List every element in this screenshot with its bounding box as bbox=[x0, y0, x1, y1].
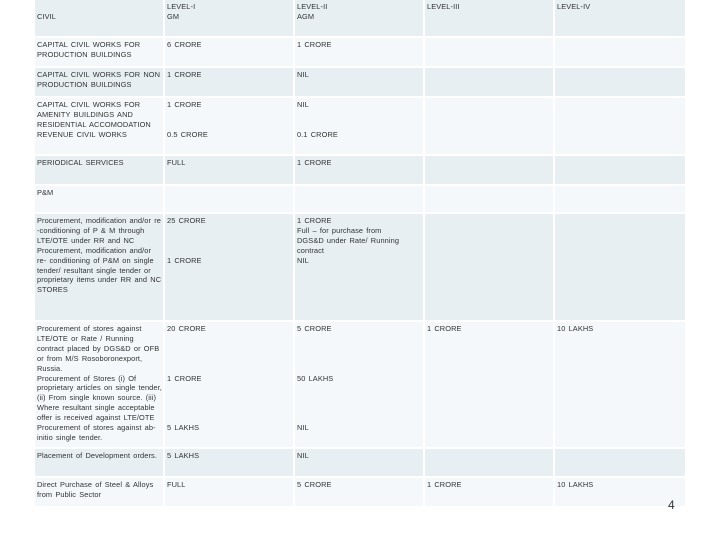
table-row bbox=[35, 322, 685, 449]
table-row bbox=[35, 478, 685, 508]
row-level-4-value bbox=[555, 38, 685, 66]
row-level-1-value: 1 CRORE 0.5 CRORE bbox=[165, 98, 295, 154]
row-level-3-value bbox=[425, 38, 555, 66]
row-level-3-value bbox=[425, 156, 555, 184]
section-heading-pm: P&M bbox=[35, 186, 165, 212]
row-description: Direct Purchase of Steel & Alloys from Public Sector bbox=[35, 478, 165, 506]
row-level-4-value bbox=[555, 186, 685, 212]
row-level-4-value: 10 LAKHS bbox=[557, 480, 594, 489]
delegation-table bbox=[35, 0, 685, 508]
row-level-2-value: NIL bbox=[295, 68, 425, 96]
table-row-section-heading bbox=[35, 186, 685, 214]
row-level-3-value bbox=[425, 68, 555, 96]
page-number: 4 bbox=[668, 498, 675, 512]
table-row bbox=[35, 38, 685, 68]
row-level-1-value bbox=[165, 186, 295, 212]
header-civil: CIVIL bbox=[35, 0, 165, 36]
row-level-1-value: 5 LAKHS bbox=[165, 449, 295, 476]
row-level-2-value: NIL 0.1 CRORE bbox=[295, 98, 425, 154]
row-description: CAPITAL CIVIL WORKS FOR NON PRODUCTION BUILDINGS bbox=[35, 68, 165, 96]
row-level-1-value: 6 CRORE bbox=[165, 38, 295, 66]
row-level-1-value: 25 CRORE 1 CRORE bbox=[165, 214, 295, 320]
row-description: CAPITAL CIVIL WORKS FOR PRODUCTION BUILDINGS bbox=[35, 38, 165, 66]
row-level-4-value bbox=[555, 214, 685, 320]
row-level-1-value: 1 CRORE bbox=[165, 68, 295, 96]
row-level-2-value bbox=[295, 186, 425, 212]
table-row bbox=[35, 449, 685, 478]
header-level-4: LEVEL-IV bbox=[557, 2, 591, 11]
row-level-1-value: FULL bbox=[165, 478, 295, 506]
row-level-3-value bbox=[425, 98, 555, 154]
row-level-3-value: 1 CRORE bbox=[425, 322, 555, 447]
table-row bbox=[35, 214, 685, 322]
row-level-4-value bbox=[555, 98, 685, 154]
row-level-2-value: NIL bbox=[295, 449, 425, 476]
row-description: PERIODICAL SERVICES bbox=[35, 156, 165, 184]
table-row bbox=[35, 156, 685, 186]
row-level-4-value bbox=[555, 156, 685, 184]
row-level-3-value bbox=[425, 449, 555, 476]
table-row bbox=[35, 98, 685, 156]
row-level-4-value bbox=[555, 68, 685, 96]
row-level-2-value: 5 CRORE bbox=[295, 478, 425, 506]
header-level-2: LEVEL-II AGM bbox=[295, 0, 425, 36]
row-level-3-value: 1 CRORE bbox=[425, 478, 555, 506]
row-description: Procurement, modification and/or re -conditioning of P & M through LTE/OTE under RR and NC Procurement, modification and/or re- conditioning of P&M on single tender/ resultant single tender or proprietary items under RR and NC STORES bbox=[35, 214, 165, 320]
row-level-2-value: 1 CRORE bbox=[295, 38, 425, 66]
row-level-1-value: 20 CRORE 1 CRORE 5 LAKHS bbox=[165, 322, 295, 447]
row-description: CAPITAL CIVIL WORKS FOR AMENITY BUILDINGS AND RESIDENTIAL ACCOMODATION REVENUE CIVIL WORKS bbox=[35, 98, 165, 154]
table-row bbox=[35, 68, 685, 98]
header-level-1: LEVEL-I GM bbox=[165, 0, 295, 36]
row-description: Placement of Development orders. bbox=[35, 449, 165, 476]
row-level-4-value bbox=[555, 449, 685, 476]
row-level-2-value: 1 CRORE Full – for purchase from DGS&D under Rate/ Running contract NIL bbox=[295, 214, 425, 320]
row-level-3-value bbox=[425, 214, 555, 320]
row-level-3-value bbox=[425, 186, 555, 212]
row-level-4-value: 10 LAKHS bbox=[557, 324, 594, 333]
header-level-3: LEVEL-III bbox=[425, 0, 555, 36]
table-header-row bbox=[35, 0, 685, 38]
row-level-2-value: 1 CRORE bbox=[295, 156, 425, 184]
row-description: Procurement of stores against LTE/OTE or Rate / Running contract placed by DGS&D or OFB or from M/S Rosoboronexport, Russia. Procurement of Stores (i) Of proprietary articles on single tender, (ii) From single known source. (iii) Where resultant single acceptable offer is received against LTE/OTE Procurement of stores against ab- initio single tender. bbox=[35, 322, 165, 447]
row-level-1-value: FULL bbox=[165, 156, 295, 184]
row-level-2-value: 5 CRORE 50 LAKHS NIL bbox=[295, 322, 425, 447]
